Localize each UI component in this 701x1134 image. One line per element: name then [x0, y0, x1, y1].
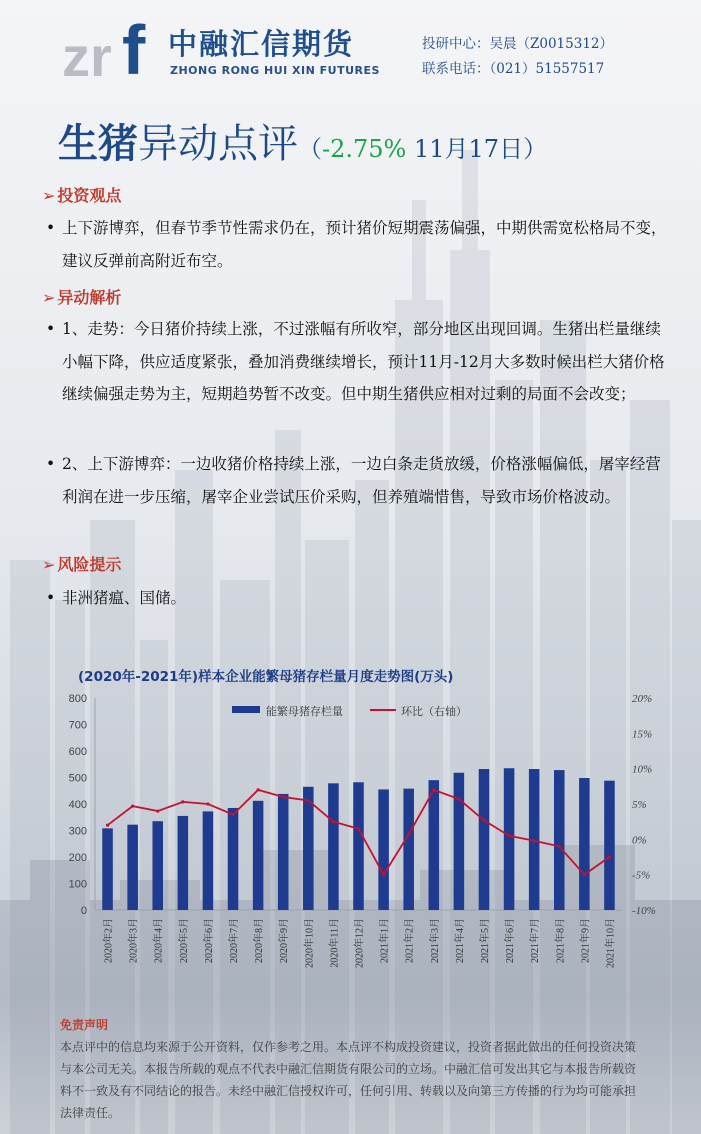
x-tick-label: 2020年2月: [103, 918, 115, 963]
x-tick-label: 2021年2月: [404, 918, 416, 963]
section-title: 投资观点: [57, 186, 122, 205]
x-tick-label: 2020年8月: [254, 918, 266, 963]
bar: [353, 782, 364, 910]
bar: [278, 794, 289, 910]
section-head-risk: [42, 552, 121, 575]
bar: [579, 778, 590, 910]
line-point: [307, 799, 310, 802]
bar: [178, 816, 189, 910]
arrow-icon: ➢: [42, 555, 56, 574]
x-tick-label: 2021年3月: [429, 918, 441, 963]
risk-paragraph: [46, 582, 670, 615]
line-point: [507, 834, 510, 837]
svg-text:f: f: [122, 14, 146, 84]
x-tick-label: 2021年1月: [379, 918, 391, 963]
y-left-tick-label: 800: [68, 693, 87, 705]
section-head-analysis: [42, 285, 121, 308]
view-text: 上下游博弈，但春节季节性需求仍在，预计猪价短期震荡偏强，中期供需宽松格局不变，建议反弹前高附近布空。: [62, 219, 667, 270]
y-left-tick-label: 500: [68, 772, 87, 785]
line-point: [181, 800, 184, 803]
line-point: [457, 797, 460, 800]
contact-block: [422, 32, 613, 82]
bullet-icon: •: [46, 320, 56, 338]
y-left-tick-label: 400: [68, 799, 87, 811]
line-point: [206, 802, 209, 805]
line-point: [608, 855, 611, 858]
y-right-tick-label: -5%: [632, 869, 651, 882]
bullet-icon: •: [46, 589, 56, 607]
line-point: [432, 788, 435, 791]
x-tick-label: 2020年12月: [354, 918, 366, 968]
bar: [152, 821, 163, 910]
y-right-tick-label: 5%: [632, 799, 647, 811]
y-right-tick-label: -10%: [632, 905, 656, 917]
company-logo-mark: [60, 14, 160, 84]
arrow-icon: ➢: [42, 288, 56, 307]
page-title: [58, 112, 547, 169]
bar: [127, 825, 138, 910]
line-point: [231, 813, 234, 816]
company-name-cn: 中融汇信期货: [168, 27, 355, 61]
bar: [504, 768, 515, 910]
analysis-text-2: 2、上下游博弈：一边收猪价格持续上涨，一边白条走货放缓，价格涨幅偏低，屠宰经营利润在进一步压缩，屠宰企业尝试压价采购，但养殖端惜售，导致市场价格波动。: [62, 455, 661, 506]
y-left-tick-label: 600: [68, 746, 87, 758]
section-title: 异动解析: [57, 288, 122, 307]
x-tick-label: 2020年7月: [229, 918, 241, 963]
research-contact: 投研中心：吴晨（Z0015312）: [422, 36, 614, 52]
company-name-en: ZHONG RONG HUI XIN FUTURES: [170, 64, 380, 77]
line-point: [156, 809, 159, 812]
x-tick-label: 2021年6月: [505, 918, 517, 963]
legend-line-label: 环比（右轴）: [401, 705, 467, 718]
bar: [479, 769, 490, 910]
title-change-pct: -2.75%: [322, 135, 407, 163]
bar: [403, 789, 414, 910]
bar: [303, 787, 314, 910]
section-title: 风险提示: [57, 555, 122, 574]
line-point: [533, 839, 536, 842]
y-right-tick-label: 15%: [632, 728, 653, 741]
line-point: [357, 827, 360, 830]
legend-bar-label: 能繁母猪存栏量: [266, 705, 343, 718]
title-date: 11月17日）: [406, 135, 548, 163]
line-point: [131, 805, 134, 808]
analysis-paragraph-1: [46, 313, 670, 411]
bar: [429, 780, 440, 910]
x-tick-label: 2020年9月: [279, 918, 291, 963]
x-tick-label: 2021年10月: [605, 918, 617, 968]
line-point: [407, 833, 410, 836]
svg-text:zr: zr: [62, 25, 112, 84]
title-topic: 异动点评: [138, 121, 298, 167]
bar: [604, 781, 615, 910]
y-left-tick-label: 100: [68, 878, 87, 891]
bar: [203, 811, 214, 910]
line-point: [482, 819, 485, 822]
y-right-tick-label: 0%: [632, 834, 647, 847]
x-tick-label: 2021年8月: [555, 918, 567, 963]
line-point: [332, 820, 335, 823]
line-point: [282, 795, 285, 798]
x-tick-label: 2020年6月: [203, 918, 215, 963]
line-point: [257, 788, 260, 791]
x-tick-label: 2020年10月: [304, 918, 316, 968]
risk-text: 非洲猪瘟、国储。: [62, 589, 187, 607]
y-left-tick-label: 700: [68, 719, 87, 732]
y-left-tick-label: 0: [80, 905, 87, 917]
x-tick-label: 2020年5月: [178, 918, 190, 963]
x-tick-label: 2020年3月: [128, 918, 140, 963]
x-tick-label: 2021年9月: [580, 918, 592, 963]
bullet-icon: •: [46, 455, 56, 473]
bar: [378, 789, 389, 910]
bar: [102, 828, 113, 910]
x-tick-label: 2021年5月: [479, 918, 491, 963]
bar: [328, 783, 339, 910]
legend-bar-swatch: [232, 706, 260, 713]
analysis-paragraph-2: [46, 448, 670, 513]
y-left-tick-label: 300: [68, 825, 87, 838]
analysis-text-1: 1、走势：今日猪价持续上涨，不过涨幅有所收窄，部分地区出现回调。生猪出栏量继续小幅下降，供应适度紧张，叠加消费继续增长，预计11月-12月大多数时候出栏大猪价格继续偏强走势为主，短期趋势暂不改变。但中期生猪供应相对过剩的局面不会改变；: [62, 320, 665, 403]
sow-inventory-chart: [0, 680, 701, 1000]
line-point: [106, 824, 109, 827]
y-right-tick-label: 20%: [632, 693, 653, 705]
disclaimer-text: 本点评中的信息均来源于公开资料，仅作参考之用。本点评不构成投资建议，投资者据此做出的任何投资决策与本公司无关。本报告所载的观点不代表中融汇信期货有限公司的立场。中融汇信可发出其它与本报告所载资料不一致及有不同结论的报告。未经中融汇信授权许可，任何引用、转载以及向第三方传播的行为均可能承担法律责任。: [60, 1040, 637, 1120]
arrow-icon: ➢: [42, 186, 56, 205]
x-tick-label: 2021年7月: [530, 918, 542, 963]
section-head-view: [42, 183, 121, 206]
chart-title: (2020年-2021年)样本企业能繁母猪存栏量月度走势图(万头): [78, 669, 454, 685]
bullet-icon: •: [46, 219, 56, 237]
bar: [253, 801, 264, 910]
title-commodity: 生猪: [58, 121, 138, 167]
x-tick-label: 2021年4月: [454, 918, 466, 963]
bar: [454, 773, 465, 910]
y-right-tick-label: 10%: [632, 763, 653, 776]
bar: [228, 808, 239, 910]
x-tick-label: 2020年4月: [153, 918, 165, 963]
line-point: [558, 845, 561, 848]
x-tick-label: 2020年11月: [329, 918, 341, 968]
bar: [554, 770, 565, 910]
phone-contact: 联系电话：（021）51557517: [422, 61, 605, 77]
view-paragraph: [46, 212, 670, 277]
line-point: [583, 873, 586, 876]
y-left-tick-label: 200: [68, 852, 87, 864]
title-paren-open: （: [298, 135, 322, 163]
line-point: [382, 873, 385, 876]
disclaimer-heading: 免责声明: [60, 1018, 109, 1032]
